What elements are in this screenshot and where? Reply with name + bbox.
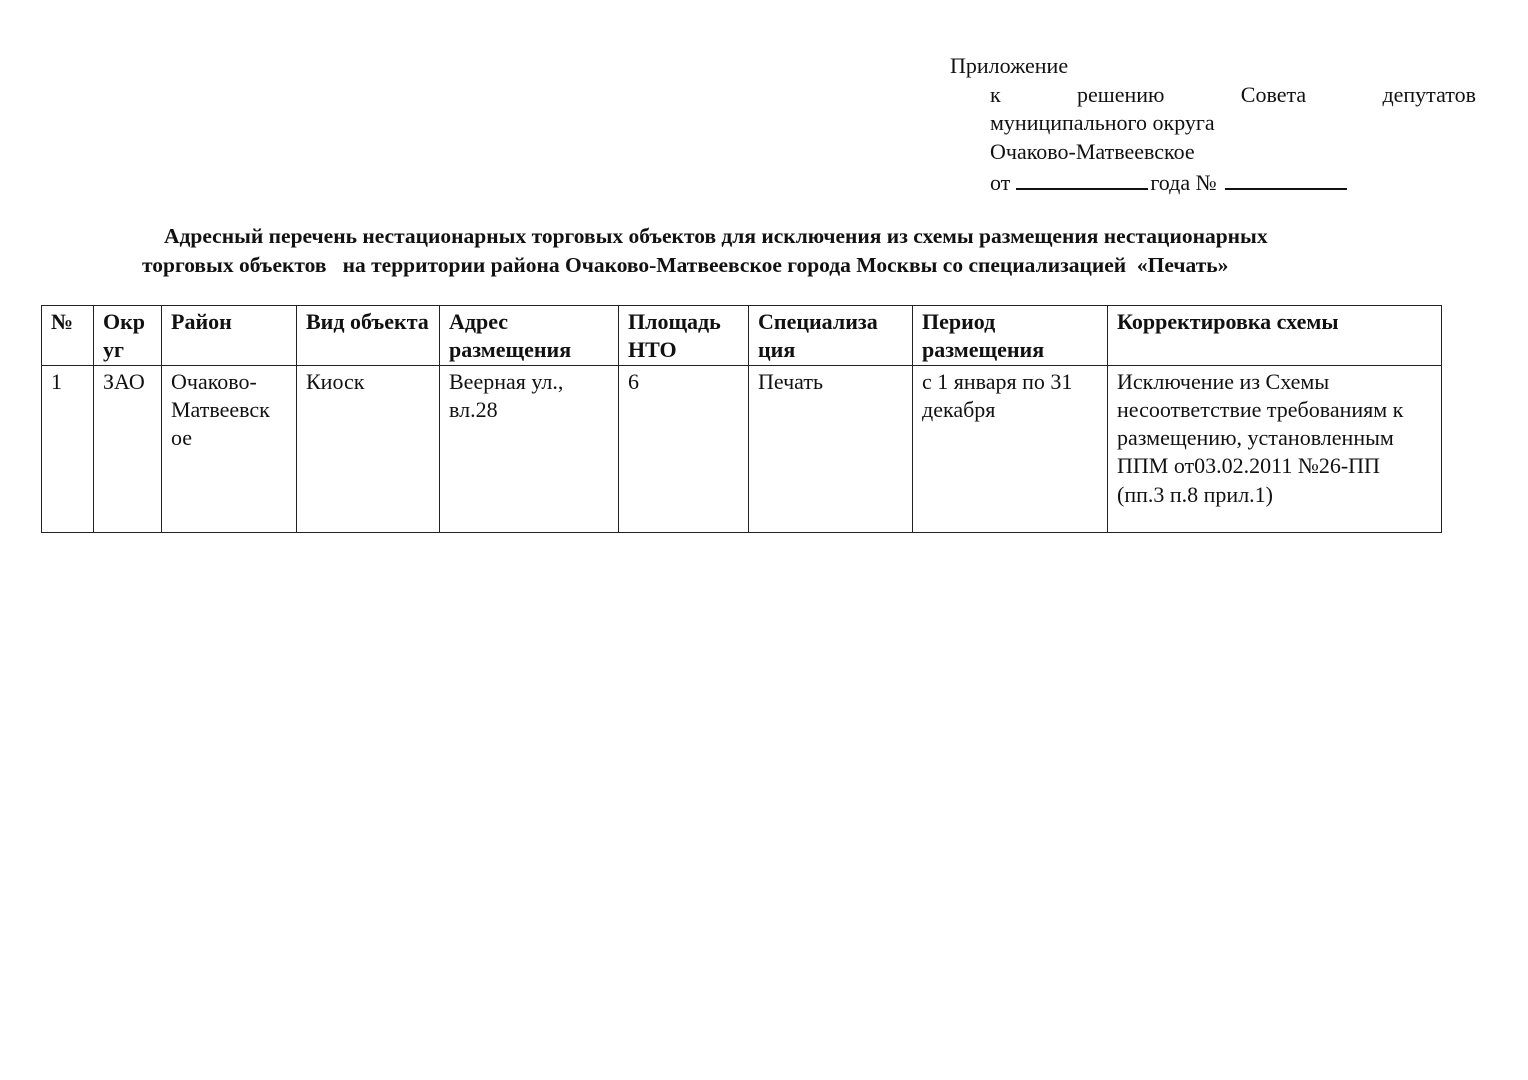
cell-okrug: ЗАО xyxy=(94,365,162,532)
appendix-word: депутатов xyxy=(1382,81,1476,107)
number-blank-field xyxy=(1225,166,1347,190)
appendix-word: Совета xyxy=(1240,81,1307,107)
cell-correction: Исключение из Схемы несоответствие требованиям к размещению, установленным ППМ от03.02.2011 №26-ПП (пп.3 п.8 прил.1) xyxy=(1108,365,1442,532)
header-okrug: Окр уг xyxy=(94,306,162,366)
cell-object-type: Киоск xyxy=(297,365,440,532)
appendix-title: Приложение xyxy=(950,53,1069,78)
year-number-label: года № xyxy=(1150,170,1217,195)
cell-district: Очаково-Матвеевск ое xyxy=(162,365,297,532)
header-correction: Корректировка схемы xyxy=(1108,306,1442,366)
appendix-district-line: Очаково-Матвеевское xyxy=(990,138,1195,164)
appendix-block xyxy=(950,52,1476,198)
date-prefix: от xyxy=(990,170,1011,195)
header-address: Адрес размещения xyxy=(440,306,619,366)
document-title-line-2: торговых объектов на территории района Очаково-Матвеевское города Москвы со специализацией «Печать» xyxy=(142,252,1229,277)
document-title-line-1: Адресный перечень нестационарных торговых объектов для исключения из схемы размещения нестационарных xyxy=(164,224,1268,248)
cell-specialization: Печать xyxy=(749,365,913,532)
table-row xyxy=(42,365,1442,532)
header-period: Период размещения xyxy=(913,306,1108,366)
appendix-word: решению xyxy=(1077,81,1165,107)
document-title xyxy=(100,222,1490,279)
appendix-word: к xyxy=(990,81,1001,107)
cell-address: Веерная ул., вл.28 xyxy=(440,365,619,532)
cell-period: с 1 января по 31 декабря xyxy=(913,365,1108,532)
cell-number: 1 xyxy=(42,365,94,532)
header-specialization: Специализа ция xyxy=(749,306,913,366)
cell-area: 6 xyxy=(619,365,749,532)
appendix-date-line xyxy=(950,166,1476,198)
appendix-municipal-line: муниципального округа xyxy=(990,110,1215,135)
header-number: № xyxy=(42,306,94,366)
date-blank-field xyxy=(1016,166,1148,190)
header-district: Район xyxy=(162,306,297,366)
header-area: Площадь НТО xyxy=(619,306,749,366)
nto-table xyxy=(41,305,1442,533)
table-header-row xyxy=(42,306,1442,366)
appendix-decision-line xyxy=(950,81,1476,110)
header-object-type: Вид объекта xyxy=(297,306,440,366)
